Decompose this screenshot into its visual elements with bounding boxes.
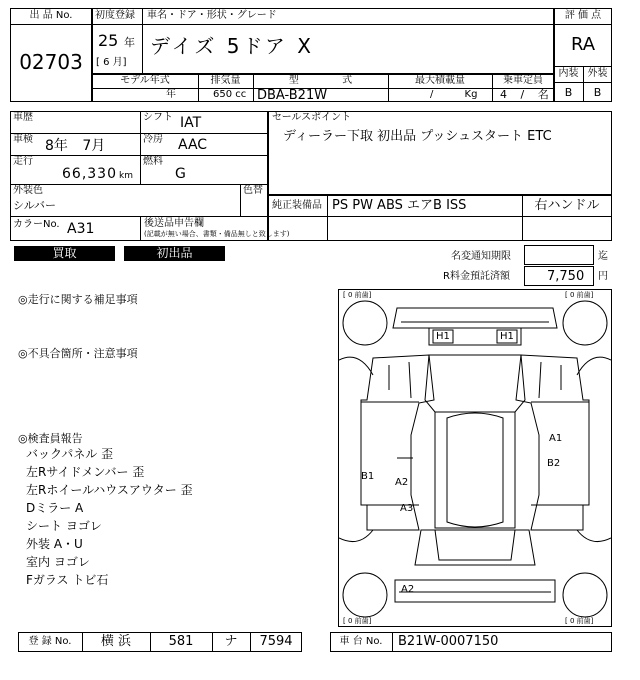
damage-mark-a3: A3 (400, 503, 414, 514)
supplement-title: ◎走行に関する補足事項 (18, 293, 138, 306)
damage-mark-a2-rear: A2 (401, 584, 415, 595)
inspector-line: シート ヨゴレ (26, 519, 102, 533)
handle-position: 右ハンドル (534, 198, 600, 213)
recycle-fee-amount: 7,750 (547, 269, 585, 284)
capacity: 4 / 名 (500, 88, 549, 101)
year-unit: 年 (124, 36, 135, 49)
damage-mark-a2-side: A2 (395, 477, 409, 488)
name-change-deadline-label: 名変通知期限 (451, 251, 511, 262)
registration-city: 横 浜 (100, 634, 132, 649)
fuel-label: 燃料 (143, 156, 163, 167)
chassis-label: 車 台 No. (339, 636, 383, 647)
overall-grade: RA (570, 34, 596, 55)
ac-label: 冷房 (143, 134, 163, 145)
air-conditioning: AAC (178, 137, 208, 153)
corner-label-front-right: [ 0 前歯] (565, 291, 594, 299)
sales-point-box (268, 111, 612, 195)
tire-front-left (343, 301, 387, 345)
displacement-label: 排気量 (210, 75, 241, 86)
car-name: デイズ 5ドア X (150, 34, 314, 58)
inspector-line: 外装 A・U (26, 537, 83, 551)
inspector-line: 左Rホイールハウスアウター 歪 (26, 483, 193, 497)
exterior-label: 外装 (587, 68, 608, 79)
first-listing-badge: 初出品 (124, 246, 225, 261)
car-diagram (339, 290, 611, 626)
inspection-date: 8年 7月 (45, 138, 106, 154)
damage-mark-a1: A1 (549, 433, 563, 444)
inspector-line: Dミラー A (26, 501, 84, 515)
recycle-fee-label: R料金預託済額 (443, 271, 510, 282)
registration-label: 登 録 No. (28, 636, 72, 647)
car-name-label: 車名・ドア・形状・グレード (147, 10, 277, 21)
lot-number-label: 出 品 No. (29, 10, 73, 21)
interior-label: 内装 (558, 68, 579, 79)
rear-bumper (395, 580, 555, 602)
first-registration-label: 初度登録 (95, 10, 135, 21)
registration-class: 581 (168, 634, 194, 649)
car-diagram-box (338, 289, 612, 627)
damage-mark-h1-left: H1 (436, 331, 450, 342)
defects-title: ◎不具合箇所・注意事項 (18, 347, 138, 360)
equipment: PS PW ABS エアB ISS (332, 198, 467, 213)
exterior-grade: B (593, 86, 602, 99)
model-year-label: モデル年式 (120, 75, 170, 86)
inspector-line: Fガラス トビ石 (26, 573, 109, 587)
first-registration-month: [ 6 月] (96, 57, 127, 68)
documents-label: 後送品申告欄 (144, 218, 204, 229)
left-side-view (361, 355, 434, 530)
tire-rear-left (343, 573, 387, 617)
damage-mark-b2: B2 (547, 458, 561, 469)
color-number-label: カラーNo. (13, 219, 60, 230)
registration-number: 7594 (259, 634, 293, 649)
inspector-report-title: ◎検査員報告 (18, 432, 83, 445)
inspector-line: バックパネル 歪 (26, 447, 114, 461)
damage-mark-h1-right: H1 (500, 331, 514, 342)
sales-point-label: セールスポイント (272, 112, 352, 123)
top-front-panel (393, 308, 557, 328)
mileage-label: 走行 (13, 156, 33, 167)
corner-label-rear-left: [ 0 前歯] (343, 617, 372, 625)
fuel: G (175, 166, 186, 182)
corner-label-front-left: [ 0 前歯] (343, 291, 372, 299)
damage-mark-b1: B1 (361, 471, 375, 482)
shift-label: シフト (143, 112, 173, 123)
model-type: DBA-B21W (257, 88, 328, 103)
equipment-label: 純正装備品 (272, 200, 322, 211)
documents-note: (記載が無い場合、書類・備品無しと致します) (144, 230, 290, 238)
name-change-unit: 迄 (598, 251, 608, 262)
corner-label-rear-right: [ 0 前歯] (565, 617, 594, 625)
exterior-color-label: 外装色 (13, 185, 43, 196)
inspection-label: 車検 (13, 134, 33, 145)
color-change-label: 色替 (243, 185, 263, 196)
lot-number: 02703 (19, 50, 83, 74)
buy-badge: 買取 (14, 246, 115, 261)
grade-label: 評 価 点 (564, 10, 602, 21)
type-label: 型 式 (288, 75, 353, 86)
color-number: A31 (67, 221, 95, 237)
mileage: 66,330 (62, 166, 117, 182)
registration-kana: ナ (224, 634, 238, 649)
history-label: 車歴 (13, 112, 33, 123)
max-load-label: 最大積載量 (415, 75, 465, 86)
inspector-line: 室内 ヨゴレ (26, 555, 90, 569)
exterior-color: シルバー (13, 199, 56, 212)
inspector-line: 左Rサイドメンバー 歪 (26, 465, 145, 479)
capacity-label: 乗車定員 (503, 75, 543, 86)
name-change-deadline-value (524, 245, 594, 265)
first-registration-year: 25 (98, 31, 119, 50)
sales-point: ディーラー下取 初出品 プッシュスタート ETC (283, 129, 552, 144)
shift: IAT (180, 115, 202, 131)
roof-view (425, 355, 525, 412)
tire-front-right (563, 301, 607, 345)
interior-grade: B (564, 86, 573, 99)
model-year-unit: 年 (166, 89, 176, 100)
recycle-fee-unit: 円 (598, 271, 608, 282)
mileage-unit: km (119, 171, 133, 181)
displacement: 650 cc (213, 89, 247, 100)
max-load: / Kg (430, 89, 478, 100)
chassis-number: B21W-0007150 (398, 634, 499, 649)
tire-rear-right (563, 573, 607, 617)
